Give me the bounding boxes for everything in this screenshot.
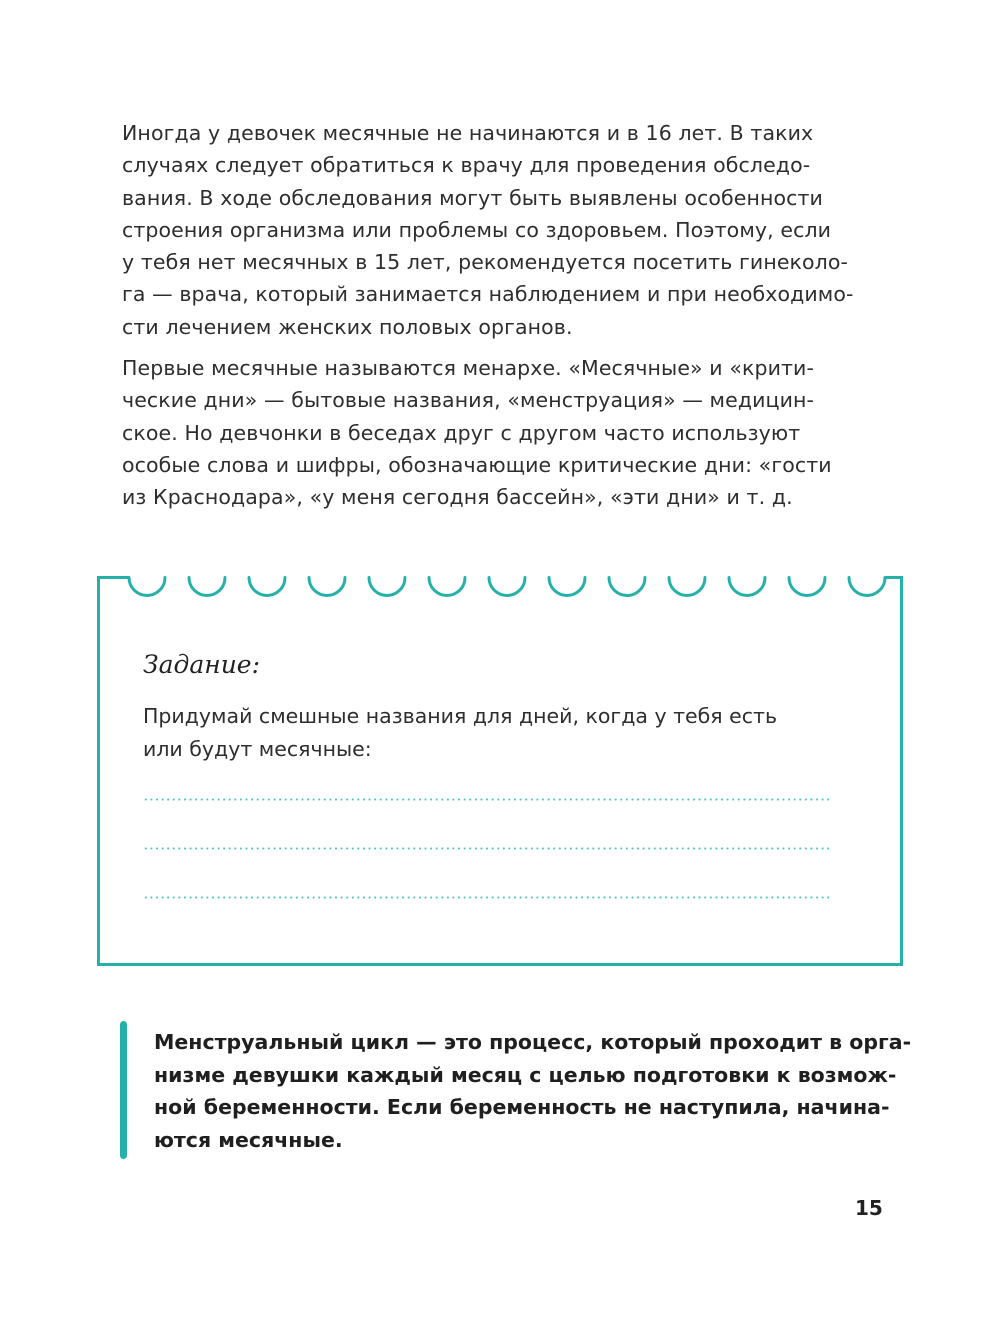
text-line: ются месячные. [154, 1127, 343, 1152]
paragraph-1 [122, 117, 862, 343]
text-line: у тебя нет месячных в 15 лет, рекомендуется посетить гинеколо- [122, 250, 849, 275]
text-line: или будут месячные: [143, 736, 372, 761]
notebook-spiral-edge [97, 576, 903, 610]
text-line: га — врача, который занимается наблюдением и при необходимо- [122, 282, 854, 307]
text-line: особые слова и шифры, обозначающие критические дни: «гости [122, 452, 832, 477]
text-line: Придумай смешные названия для дней, когда у тебя есть [143, 704, 778, 728]
task-box [97, 577, 903, 966]
text-line: ной беременности. Если беременность не наступила, начина- [154, 1095, 890, 1119]
paragraph-2 [122, 352, 862, 513]
text-line: Менструальный цикл — это процесс, который проходит в орга- [154, 1030, 912, 1054]
text-line: Первые месячные называются менархе. «Месячные» и «крити- [122, 356, 814, 380]
text-line: вания. В ходе обследования могут быть выявлены особенности [122, 185, 823, 210]
answer-line[interactable] [143, 847, 833, 850]
text-line: Иногда у девочек месячные не начинаются и в 16 лет. В таких [122, 121, 814, 145]
callout-accent-bar [120, 1021, 127, 1159]
callout-definition [154, 1026, 912, 1156]
task-instructions [143, 700, 843, 765]
text-line: строения организма или проблемы со здоровьем. Поэтому, если [122, 217, 832, 242]
text-line: низме девушки каждый месяц с целью подготовки к возмож- [154, 1062, 897, 1087]
text-line: ское. Но девчонки в беседах друг с другом часто используют [122, 420, 801, 445]
page-number: 15 [855, 1196, 883, 1220]
task-heading: Задание: [143, 650, 261, 679]
text-line: из Краснодара», «у меня сегодня бассейн», «эти дни» и т. д. [122, 485, 793, 510]
answer-line[interactable] [143, 896, 833, 899]
text-line: случаях следует обратиться к врачу для проведения обследо- [122, 153, 811, 178]
text-line: сти лечением женских половых органов. [122, 314, 573, 339]
text-line: ческие дни» — бытовые названия, «менструация» — медицин- [122, 388, 814, 413]
answer-line[interactable] [143, 798, 833, 801]
